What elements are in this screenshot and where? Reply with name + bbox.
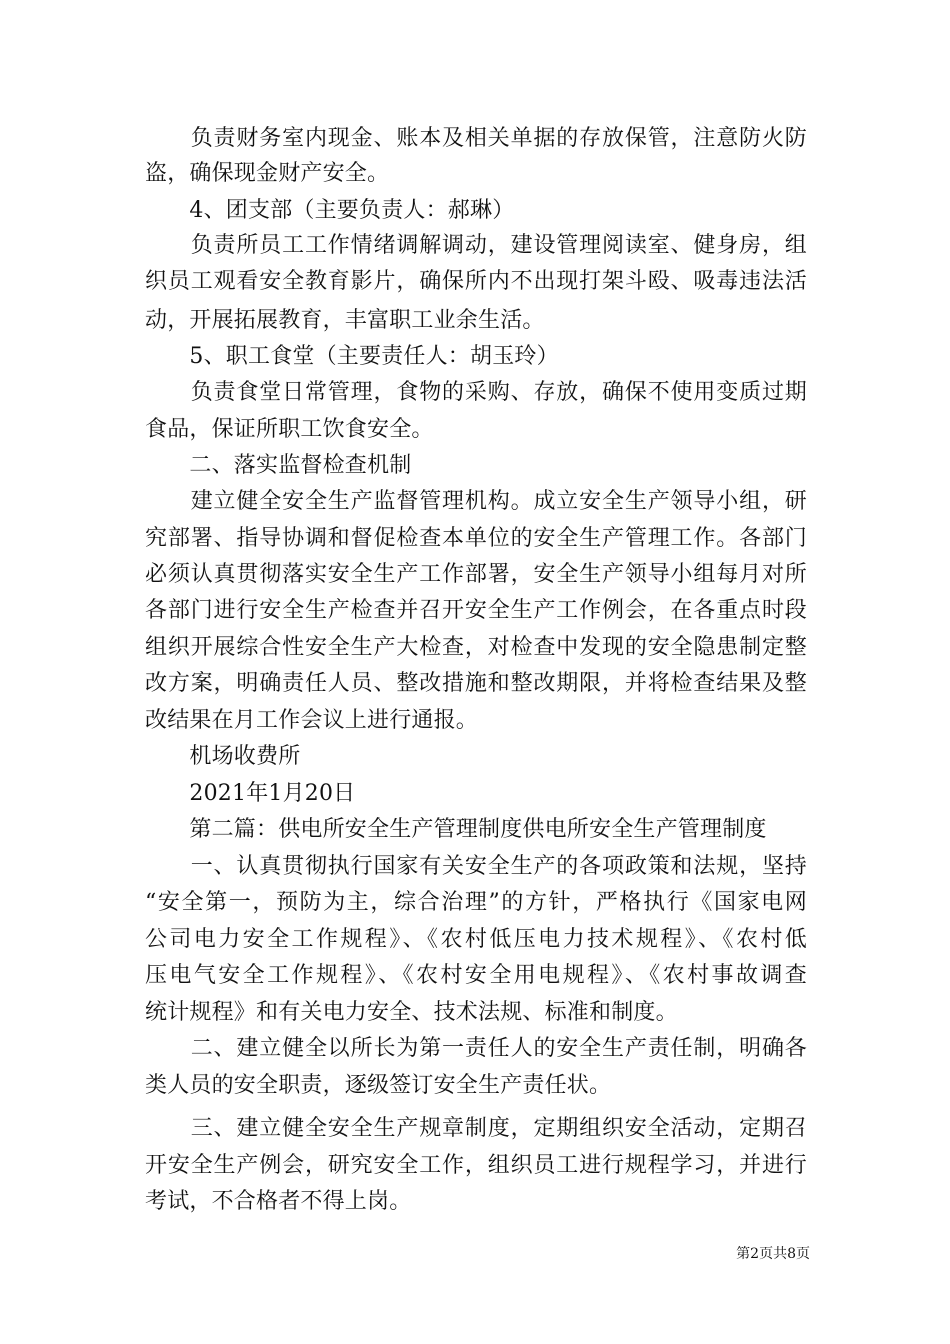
paragraph-line: 统计规程》和有关电力安全、技术法规、标准和制度。 — [145, 1000, 678, 1025]
paragraph-line: 负责财务室内现金、账本及相关单据的存放保管，注意防火防 — [145, 126, 807, 151]
paragraph-line: 改结果在月工作会议上进行通报。 — [145, 708, 479, 733]
paragraph-line: 改方案，明确责任人员、整改措施和整改期限，并将检查结果及整 — [145, 671, 807, 696]
paragraph-line: 三、建立健全安全生产规章制度，定期组织安全活动，定期召 — [145, 1116, 807, 1141]
paragraph-line: 各部门进行安全生产检查并召开安全生产工作例会，在各重点时段 — [145, 598, 807, 623]
signature-date: 2021年1月20日 — [145, 781, 356, 806]
section-heading: 4、团支部（主要负责人：郝琳） — [145, 198, 515, 223]
section-heading: 第二篇：供电所安全生产管理制度供电所安全生产管理制度 — [145, 817, 767, 842]
paragraph-line: “安全第一，预防为主，综合治理”的方针，严格执行《国家电网 — [145, 890, 807, 915]
paragraph-line: 一、认真贯彻执行国家有关安全生产的各项政策和法规，坚持 — [145, 854, 807, 879]
section-heading: 二、落实监督检查机制 — [145, 453, 412, 478]
paragraph-line: 负责食堂日常管理，食物的采购、存放，确保不使用变质过期 — [145, 380, 807, 405]
paragraph-line: 织员工观看安全教育影片，确保所内不出现打架斗殴、吸毒违法活 — [145, 269, 807, 294]
paragraph-line: 二、建立健全以所长为第一责任人的安全生产责任制，明确各 — [145, 1036, 807, 1061]
paragraph-line: 盗，确保现金财产安全。 — [145, 161, 390, 186]
paragraph-line: 类人员的安全职责，逐级签订安全生产责任状。 — [145, 1073, 612, 1098]
paragraph-line: 公司电力安全工作规程》、《农村低压电力技术规程》、《农村低 — [145, 927, 807, 952]
paragraph-line: 动，开展拓展教育，丰富职工业余生活。 — [145, 308, 545, 333]
paragraph-line: 开安全生产例会，研究安全工作，组织员工进行规程学习，并进行 — [145, 1153, 807, 1178]
signature-org: 机场收费所 — [145, 744, 301, 769]
paragraph-line: 究部署、指导协调和督促检查本单位的安全生产管理工作。各部门 — [145, 526, 807, 551]
paragraph-line: 负责所员工工作情绪调解调动，建设管理阅读室、健身房，组 — [145, 233, 807, 258]
page-number: 第2页共8页 — [736, 1246, 810, 1262]
paragraph-line: 建立健全安全生产监督管理机构。成立安全生产领导小组，研 — [145, 489, 807, 514]
paragraph-line: 考试，不合格者不得上岗。 — [145, 1189, 412, 1214]
section-heading: 5、职工食堂（主要责任人：胡玉玲） — [145, 344, 559, 369]
paragraph-line: 食品，保证所职工饮食安全。 — [145, 417, 434, 442]
paragraph-line: 必须认真贯彻落实安全生产工作部署，安全生产领导小组每月对所 — [145, 562, 807, 587]
paragraph-line: 组织开展综合性安全生产大检查，对检查中发现的安全隐患制定整 — [145, 635, 807, 660]
paragraph-line: 压电气安全工作规程》、《农村安全用电规程》、《农村事故调查 — [145, 963, 807, 988]
